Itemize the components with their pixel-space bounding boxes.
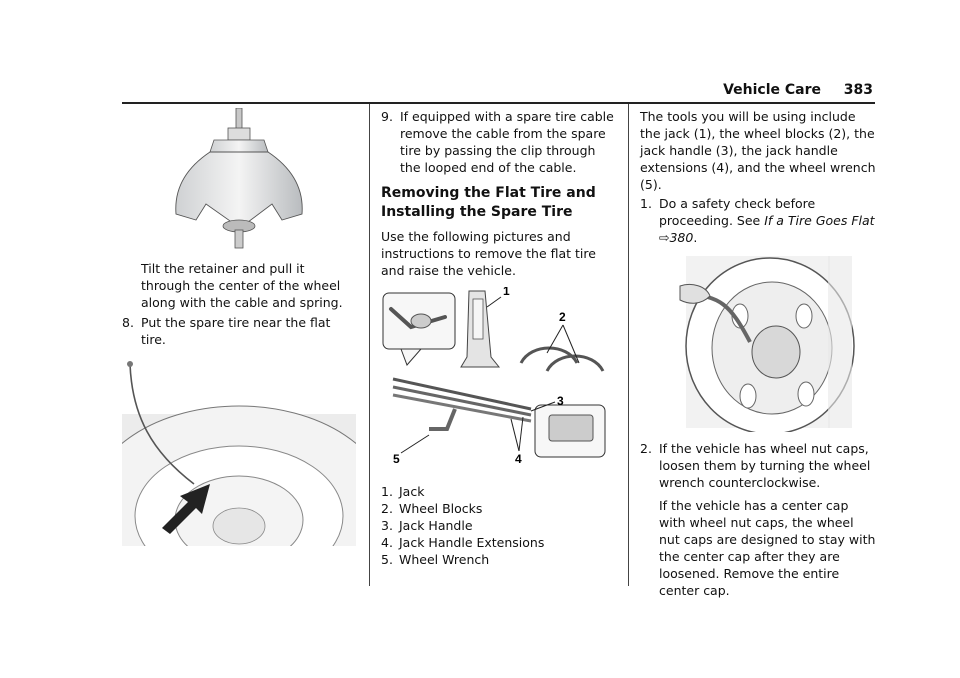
section-heading: Removing the Flat Tire and Installing the Spare Tire <box>381 185 596 220</box>
step-number: 1. <box>640 196 652 211</box>
tools-illustration <box>381 287 615 477</box>
list-number: 1. <box>381 484 393 499</box>
wheel-wrench-illustration <box>640 256 876 432</box>
list-label: Jack <box>399 484 425 499</box>
step-number: 9. <box>381 109 393 124</box>
step-9 <box>381 108 615 176</box>
callout-2: 2 <box>559 310 566 324</box>
list-item <box>381 551 615 568</box>
step-text: If the vehicle has wheel nut caps, loosen them by turning the wheel wrench counterclockwise. <box>659 441 871 490</box>
tools-list <box>381 483 615 568</box>
column-left <box>122 108 356 546</box>
step-1 <box>640 195 876 246</box>
section-intro: Use the following pictures and instructions to remove the flat tire and raise the vehicle. <box>381 229 596 278</box>
callout-4: 4 <box>515 452 522 466</box>
spare-tire-illustration <box>122 356 356 546</box>
step-2-detail: If the vehicle has a center cap with wheel nut caps, the wheel nut caps are designed to stay with the center cap after they are loosened. Remove the entire center cap. <box>659 498 876 598</box>
column-right <box>640 108 876 599</box>
list-label: Wheel Wrench <box>399 552 490 567</box>
list-item <box>381 483 615 500</box>
list-label: Jack Handle <box>399 518 473 533</box>
page-ref-icon: ⇨ <box>659 230 670 245</box>
punctuation: . <box>693 230 698 245</box>
list-number: 2. <box>381 501 393 516</box>
header-rule <box>122 102 875 104</box>
list-label: Wheel Blocks <box>399 501 483 516</box>
callout-5: 5 <box>393 452 400 466</box>
list-item <box>381 534 615 551</box>
step-number: 2. <box>640 441 652 456</box>
page-ref-number[interactable]: 380 <box>669 230 694 245</box>
column-middle <box>381 108 615 568</box>
page-header <box>0 82 873 104</box>
tools-intro: The tools you will be using include the jack (1), the wheel blocks (2), the jack handle (3), the jack handle extensions (4), and the wheel wrench (5). <box>640 109 876 192</box>
callout-3: 3 <box>557 394 564 408</box>
step-text: Put the spare tire near the flat tire. <box>141 315 331 347</box>
step-number: 8. <box>122 315 134 330</box>
list-number: 4. <box>381 535 393 550</box>
cross-reference-link[interactable]: If a Tire Goes Flat <box>764 213 875 228</box>
list-number: 3. <box>381 518 393 533</box>
step-2 <box>640 440 876 491</box>
list-item <box>381 500 615 517</box>
callout-1: 1 <box>503 287 510 298</box>
list-label: Jack Handle Extensions <box>399 535 545 550</box>
list-item <box>381 517 615 534</box>
column-divider <box>369 104 370 586</box>
step-8 <box>122 314 356 348</box>
retainer-illustration <box>122 108 356 258</box>
step-text: Do a safety check before proceeding. See <box>659 196 816 228</box>
list-number: 5. <box>381 552 393 567</box>
step-text: If equipped with a spare tire cable remove the cable from the spare tire by passing the clip through the looped end of the cable. <box>400 109 614 175</box>
section-title: Vehicle Care <box>723 82 821 98</box>
retainer-caption: Tilt the retainer and pull it through the center of the wheel along with the cable and spring. <box>141 261 343 310</box>
column-divider <box>628 104 629 586</box>
page-number: 383 <box>843 82 873 98</box>
